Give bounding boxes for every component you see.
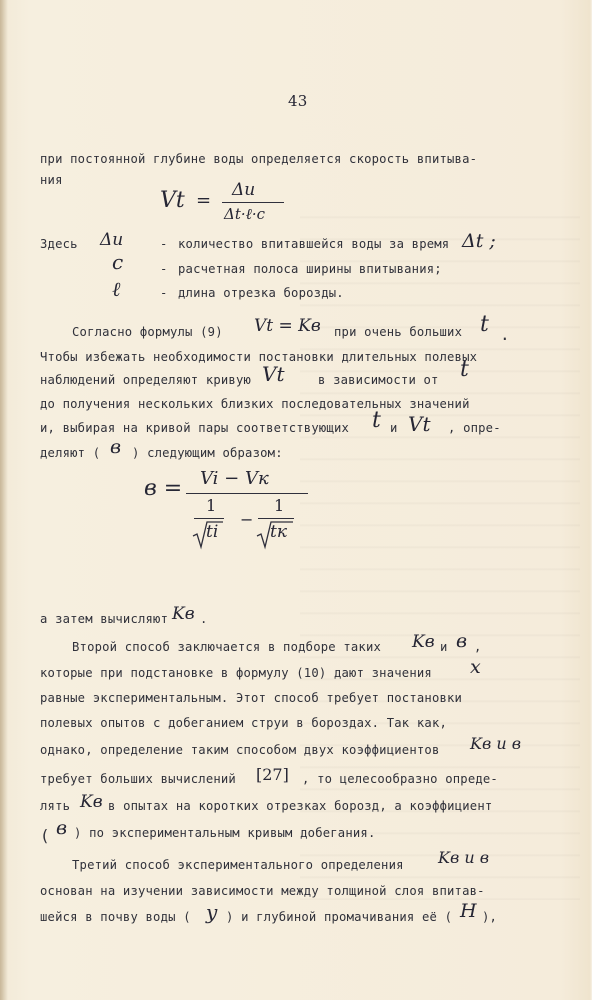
kv-symbol-1: Kв [172,604,195,624]
p3-text-b: в зависимости от [318,373,439,387]
page-edge [592,0,600,1000]
one-top-2: 1 [274,496,285,515]
text-line-p2: Чтобы избежать необходимости постановки длительных полевых [40,350,478,364]
kv-symbol-3: Kв [80,792,103,812]
c-symbol: c [112,250,124,274]
p15-text-a: ( [40,826,50,845]
l-symbol: ℓ [112,277,121,301]
t-symbol-3: t [372,408,381,433]
bleed-through [300,200,580,900]
dash-1: - [160,237,168,251]
fraction-bar-2 [186,493,308,494]
p5-text-b: и [390,421,398,435]
y-symbol: y [206,900,218,924]
p6-text-b: ) следующим образом: [132,446,283,460]
kv-and-b-symbols-2: Kв и в [438,848,490,867]
p18-text-c: ), [482,910,498,924]
text-line-p4: до получения нескольких близких последовательных значений [40,397,470,411]
dash-2: - [160,262,168,276]
p6-text-a: деляют ( [40,446,101,460]
page-number: 43 [288,92,308,110]
text-line-p16: Третий способ экспериментального определения [72,858,404,872]
text-line-p10: равные экспериментальным. Этот способ требует постановки [40,691,463,705]
text-line-p17: основан на изучении зависимости между толщиной слоя впитав- [40,884,485,898]
where-label: Здесь [40,237,78,251]
p8-text-c: , [474,640,482,654]
p13-text-b: , то целесообразно опреде- [302,772,498,786]
def-delta-u: количество впитавшейся воды за время [178,237,450,251]
kv-symbol-2: Kв [412,632,435,652]
formula-numerator-1: Δu [232,180,256,200]
delta-t-symbol: Δt ; [462,230,496,252]
t-symbol-2: t [460,357,469,382]
b-symbol-3: в [56,817,68,839]
formula-vt-lhs: Vt [160,188,185,213]
text-line-1: при постоянной глубине воды определяется скорость впитыва- [40,152,478,166]
p14-text-a: лять [40,799,71,813]
p15-text-b: ) по экспериментальным кривым добегания. [74,826,376,840]
p1-text-a: Согласно формулы (9) [72,325,223,339]
t-i-symbol: ti [206,522,219,542]
binding-shadow [0,0,8,1000]
kv-and-b-symbols: Kв и в [470,734,522,753]
t-k-symbol: tк [270,522,287,542]
t-symbol-1: t [480,312,489,337]
p5-text-a: и, выбирая на кривой пары соответствующих [40,421,350,435]
p1-text-b: при очень больших [334,325,463,339]
fraction-bar-1 [222,202,284,203]
p1-dot: . [500,325,510,344]
rule-vt-kb: Vt = Kв [254,316,321,336]
citation-27: [27] [256,765,289,784]
formula-denominator-1: Δt·ℓ·c [224,205,266,223]
p7-text-a: а затем вычисляют [40,612,169,626]
h-symbol: H [460,900,477,922]
p14-text-b: в опытах на коротких отрезках борозд, а коэффициент [108,799,493,813]
x-symbol: x [470,656,481,678]
p18-text-b: ) и глубиной промачивания её ( [226,910,453,924]
minus-sign: − [240,510,254,529]
def-c: расчетная полоса ширины впитывания; [178,262,442,276]
vt-symbol-2: Vt [408,412,431,436]
text-line-p12: однако, определение таким способом двух коэффициентов [40,743,440,757]
text-line-p11: полевых опытов с добеганием струи в бороздах. Так как, [40,716,448,730]
text-line-2: ния [40,173,63,187]
formula-numerator-2: Vi − Vк [200,468,269,489]
p8-text-a: Второй способ заключается в подборе таких [72,640,382,654]
formula-eq-1: = [196,190,212,211]
formula-b-lhs: в = [144,476,183,501]
p13-text-a: требует больших вычислений [40,772,236,786]
p3-text-a: наблюдений определяют кривую [40,373,252,387]
p8-text-b: и [440,640,448,654]
vt-symbol-1: Vt [262,362,285,386]
p9-text-a: которые при подстановке в формулу (10) дают значения [40,666,432,680]
p7-dot: . [200,612,208,626]
one-top-1: 1 [206,496,217,515]
p5-text-c: , опре- [448,421,501,435]
dash-3: - [160,286,168,300]
delta-u-symbol: Δu [100,230,124,250]
b-symbol-1: в [110,436,122,458]
p18-text-a: шейся в почву воды ( [40,910,191,924]
def-l: длина отрезка борозды. [178,286,344,300]
b-symbol-2: в [456,630,468,652]
